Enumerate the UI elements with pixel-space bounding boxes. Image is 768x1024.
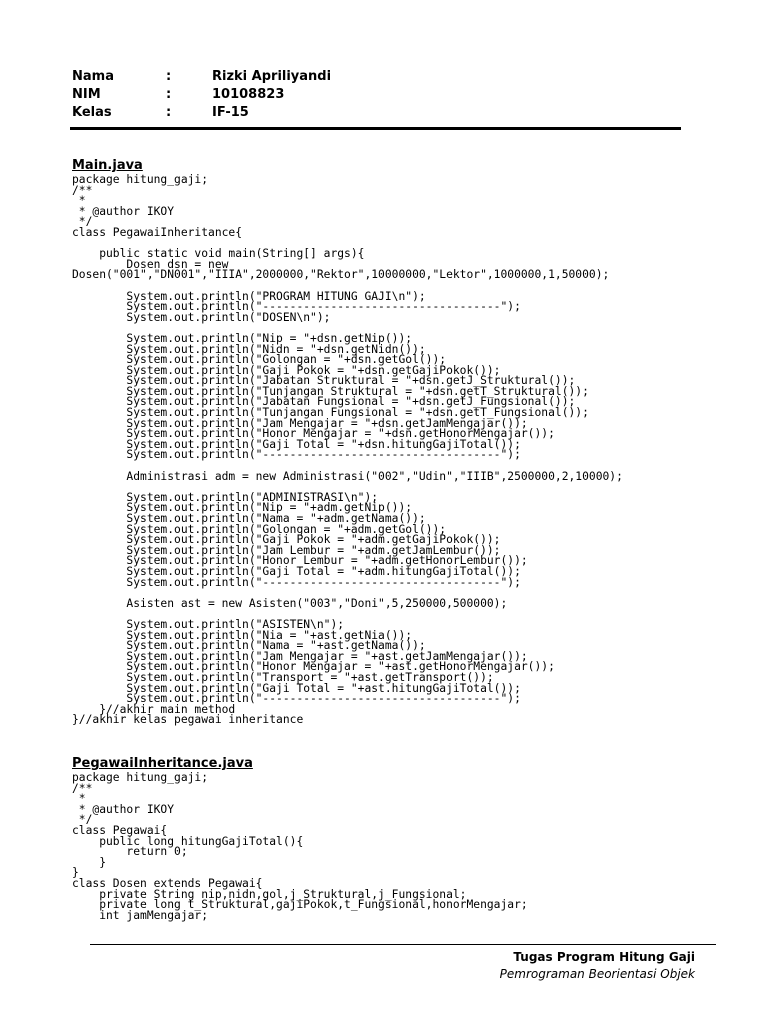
header-divider — [70, 127, 681, 130]
class-colon: : — [166, 105, 172, 120]
info-row-class — [72, 104, 331, 122]
footer-divider — [90, 944, 716, 945]
pegawai-inheritance-code: package hitung_gaji; /** * * @author IKOY */ class Pegawai{ public long hitungGajiTotal(){ return 0; } } class Dosen extends Pegawai{ private String nip,nidn,gol,j_Struktural,j_Fungsional; private long t_Struktural,gajiPokok,t_Fungsional,honorMengajar; int jamMengajar; — [72, 771, 528, 922]
class-value: IF-15 — [212, 105, 249, 120]
footer-title: Tugas Program Hitung Gaji — [513, 950, 695, 964]
student-info — [72, 68, 331, 122]
pegawai-inheritance-title: PegawaiInheritance.java — [72, 756, 253, 771]
info-row-name — [72, 68, 331, 86]
nim-value: 10108823 — [212, 87, 285, 102]
footer-subtitle: Pemrograman Beorientasi Objek — [499, 967, 695, 981]
nim-colon: : — [166, 87, 172, 102]
main-java-title: Main.java — [72, 158, 143, 173]
name-value: Rizki Apriliyandi — [212, 69, 332, 84]
name-colon: : — [166, 69, 172, 84]
info-row-nim — [72, 86, 331, 104]
nim-label: NIM — [72, 87, 101, 102]
name-label: Nama — [72, 69, 114, 84]
main-java-code: package hitung_gaji; /** * * @author IKOY */ class PegawaiInheritance{ public static void main(String[] args){ Dosen dsn = new Dosen("001","DN001","IIIA",2000000,"Rektor",10000000,"Lektor",1000000,1,50000); System.out.println("PROGRAM HITUNG GAJI\n"); System.out.println("-----------------------------------"); System.out.println("DOSEN\n"); System.out.println("Nip = "+dsn.getNip()); System.out.println("Nidn = "+dsn.getNidn()); System.out.println("Golongan = "+dsn.getGol()); System.out.println("Gaji Pokok = "+dsn.getGajiPokok()); System.out.println("Jabatan Struktural = "+dsn.getJ_Struktural()); System.out.println("Tunjangan Struktural = "+dsn.getT_Struktural()); System.out.println("Jabatan Fungsional = "+dsn.getJ_Fungsional()); System.out.println("Tunjangan Fungsional = "+dsn.getT_Fungsional()); System.out.println("Jam Mengajar = "+dsn.getJamMengajar()); System.out.println("Honor Mengajar = "+dsn.getHonorMengajar()); System.out.println("Gaji Total = "+dsn.hitungGajiTotal()); System.out.println("-----------------------------------"); Administrasi adm = new Administrasi("002","Udin","IIIB",2500000,2,10000); System.out.println("ADMINISTRASI\n"); System.out.println("Nip = "+adm.getNip()); System.out.println("Nama = "+adm.getNama()); System.out.println("Golongan = "+adm.getGol()); System.out.println("Gaji Pokok = "+adm.getGajiPokok()); System.out.println("Jam Lembur = "+adm.getJamLembur()); System.out.println("Honor Lembur = "+adm.getHonorLembur()); System.out.println("Gaji Total = "+adm.hitungGajiTotal()); System.out.println("-----------------------------------"); Asisten ast = new Asisten("003","Doni",5,250000,500000); System.out.println("ASISTEN\n"); System.out.println("Nia = "+ast.getNia()); System.out.println("Nama = "+ast.getNama()); System.out.println("Jam Mengajar = "+ast.getJamMengajar()); System.out.println("Honor Mengajar = "+ast.getHonorMengajar()); System.out.println("Transport = "+ast.getTransport()); System.out.println("Gaji Total = "+ast.hitungGajiTotal()); System.out.println("-----------------------------------"); }//akhir main method }//akhir kelas pegawai inheritance — [72, 173, 623, 727]
class-label: Kelas — [72, 105, 112, 120]
